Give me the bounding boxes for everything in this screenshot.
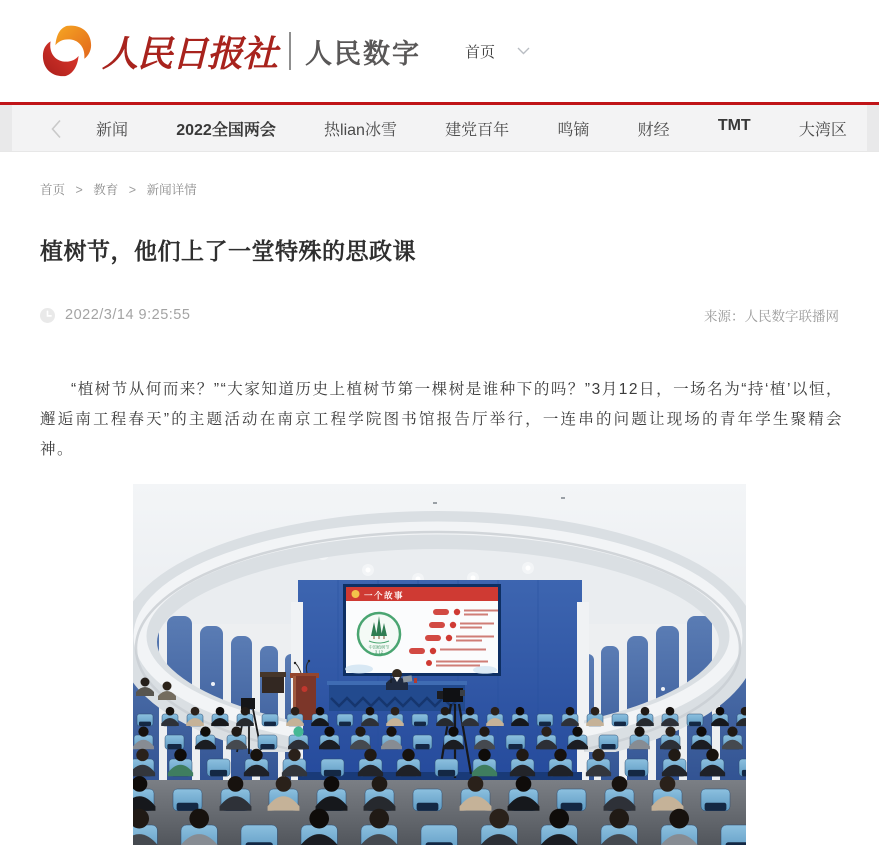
nav-item-bingxue[interactable]: 热lian冰雪 bbox=[324, 121, 397, 139]
chevron-down-icon bbox=[517, 47, 530, 55]
article-meta-row bbox=[40, 305, 839, 325]
nav-item-news[interactable]: 新闻 bbox=[96, 121, 129, 139]
nav-item-lianghui[interactable]: 2022全国两会 bbox=[176, 121, 276, 139]
site-header bbox=[0, 0, 879, 102]
nav-item-tmt[interactable]: TMT bbox=[717, 116, 751, 134]
home-link-label: 首页 bbox=[465, 43, 496, 61]
slide-logo-date: 3.12 bbox=[374, 649, 384, 655]
breadcrumb-separator: > bbox=[128, 183, 137, 197]
publish-time: 2022/3/14 9:25:55 bbox=[65, 307, 191, 323]
main-navbar bbox=[0, 105, 879, 152]
breadcrumb bbox=[40, 180, 879, 198]
people-daily-logo-icon[interactable] bbox=[40, 24, 94, 78]
clock-icon bbox=[40, 308, 55, 323]
lecture-hall-photo bbox=[133, 484, 746, 845]
slide-title: 一个故事 bbox=[364, 590, 405, 601]
article-photo-container bbox=[0, 484, 879, 845]
projection-screen bbox=[343, 584, 501, 676]
nav-item-mingdi[interactable]: 鸣镝 bbox=[557, 121, 590, 139]
brand-product-name: 人民数字 bbox=[305, 38, 422, 69]
header-home-link[interactable] bbox=[465, 41, 530, 62]
nav-item-jiandang[interactable]: 建党百年 bbox=[445, 121, 510, 139]
breadcrumb-education[interactable]: 教育 bbox=[93, 183, 119, 197]
article-source: 来源：人民数字联播网 bbox=[704, 309, 839, 324]
breadcrumb-separator: > bbox=[75, 183, 83, 197]
nav-items bbox=[96, 117, 847, 140]
brand-name[interactable]: 人民日报社 bbox=[102, 32, 278, 75]
chevron-left-icon[interactable] bbox=[50, 119, 62, 139]
nav-item-dawanqu[interactable]: 大湾区 bbox=[798, 121, 847, 139]
breadcrumb-home[interactable]: 首页 bbox=[40, 183, 66, 197]
slide-arbor-day-logo bbox=[358, 613, 400, 655]
slide-logo-text: 中国植树节 bbox=[368, 644, 390, 650]
article-body-paragraph: “植树节从何而来？”“大家知道历史上植树节第一棵树是谁种下的吗？”3月12日，一场名为“持‘植’以恒，邂逅南工程春天”的主题活动在南京工程学院图书馆报告厅举行，一连串的问题让现场的青年学生聚精会神。 bbox=[40, 381, 843, 458]
article-title: 植树节，他们上了一堂特殊的思政课 bbox=[40, 238, 416, 264]
breadcrumb-current: 新闻详情 bbox=[146, 183, 197, 197]
brand-divider bbox=[289, 32, 291, 70]
side-table bbox=[260, 672, 286, 693]
nav-item-caijing[interactable]: 财经 bbox=[637, 121, 670, 139]
